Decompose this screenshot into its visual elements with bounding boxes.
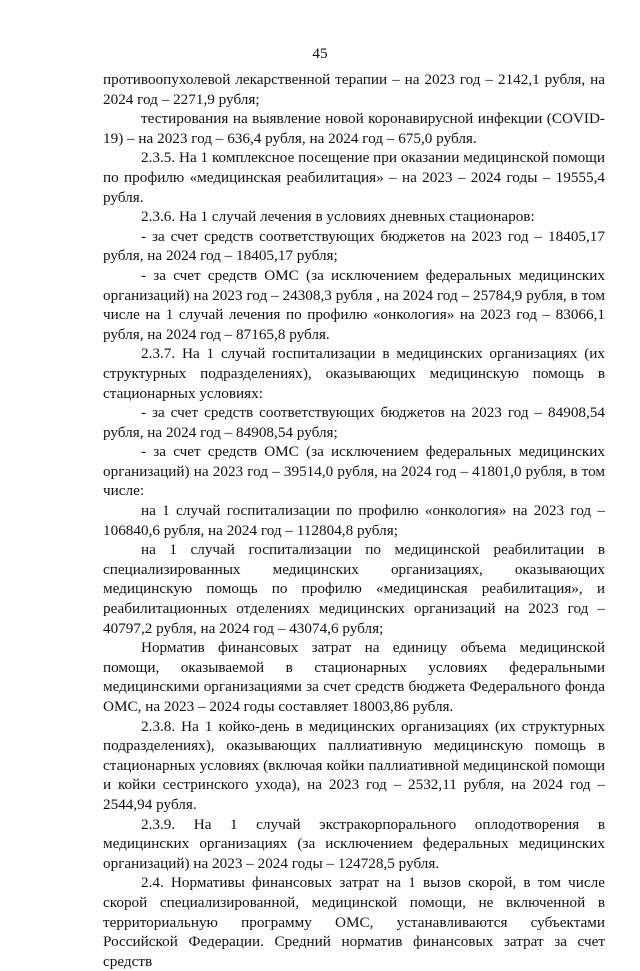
- paragraph-antitumor-therapy: противоопухолевой лекарственной терапии – на 2023 год – 2142,1 рубля, на 2024 год – 2271,9 рубля;: [103, 71, 605, 108]
- list-item-hospitalization-budget: - за счет средств соответствующих бюджетов на 2023 год – 84908,54 рубля, на 2024 год – 84908,54 рубля;: [103, 404, 605, 441]
- paragraph-2-4: 2.4. Нормативы финансовых затрат на 1 вызов скорой, в том числе скорой специализированной, медицинской помощи, не включенной в территориальную программу ОМС, устанавливаются субъектами Российской Федерации. Средний норматив финансовых затрат за счет средств: [103, 874, 605, 970]
- list-item-day-hospital-oms: - за счет средств ОМС (за исключением федеральных медицинских организаций) на 2023 год – 24308,3 рубля , на 2024 год – 25784,9 рубля, в том числе на 1 случай лечения по профилю «онкология» на 2023 год – 83066,1 рубля, на 2024 год – 87165,8 рубля.: [103, 266, 605, 343]
- paragraph-2-3-8: 2.3.8. На 1 койко-день в медицинских организациях (их структурных подразделениях), оказывающих паллиативную медицинскую помощь в стационарных условиях (включая койки паллиативной медицинской помощи и койки сестринского ухода), на 2023 год – 2532,11 рубля, на 2024 год – 2544,94 рубля.: [103, 717, 605, 813]
- list-item-day-hospital-budget: - за счет средств соответствующих бюджетов на 2023 год – 18405,17 рубля, на 2024 год – 18405,17 рубля;: [103, 227, 605, 265]
- page-number: 45: [312, 45, 328, 62]
- paragraph-2-3-7: 2.3.7. На 1 случай госпитализации в медицинских организациях (их структурных подразделениях), оказывающих медицинскую помощь в стационарных условиях:: [103, 345, 605, 402]
- paragraph-2-3-6: 2.3.6. На 1 случай лечения в условиях дневных стационаров:: [141, 208, 535, 226]
- paragraph-rehabilitation-hospitalization: на 1 случай госпитализации по медицинской реабилитации в специализированных медицинских организациях, оказывающих медицинскую помощь по профилю «медицинская реабилитация», и реабилитационных отделениях медицинских организаций на 2023 год – 40797,2 рубля, на 2024 год – 43074,6 рубля;: [103, 541, 605, 637]
- paragraph-covid-testing: тестирования на выявление новой коронавирусной инфекции (COVID-19) – на 2023 год – 636,4 рубля, на 2024 год – 675,0 рубля.: [103, 110, 605, 147]
- paragraph-2-3-5: 2.3.5. На 1 комплексное посещение при оказании медицинской помощи по профилю «медицинская реабилитация» – на 2023 – 2024 годы – 19555,4 рубля.: [103, 149, 605, 206]
- paragraph-federal-norm: Норматив финансовых затрат на единицу объема медицинской помощи, оказываемой в стационарных условиях федеральными медицинскими организациями за счет средств бюджета Федерального фонда ОМС, на 2023 – 2024 годы составляет 18003,86 рубля.: [103, 639, 605, 715]
- list-item-hospitalization-oms: - за счет средств ОМС (за исключением федеральных медицинских организаций) на 2023 год – 39514,0 рубля, на 2024 год – 41801,0 рубля, в том числе:: [103, 443, 605, 500]
- document-body: [103, 70, 605, 971]
- paragraph-oncology-hospitalization: на 1 случай госпитализации по профилю «онкология» на 2023 год – 106840,6 рубля, на 2024 год – 112804,8 рубля;: [103, 502, 605, 539]
- paragraph-2-3-9: 2.3.9. На 1 случай экстракорпорального оплодотворения в медицинских организациях (за исключением федеральных медицинских организаций) на 2023 – 2024 годы – 124728,5 рубля.: [103, 815, 605, 872]
